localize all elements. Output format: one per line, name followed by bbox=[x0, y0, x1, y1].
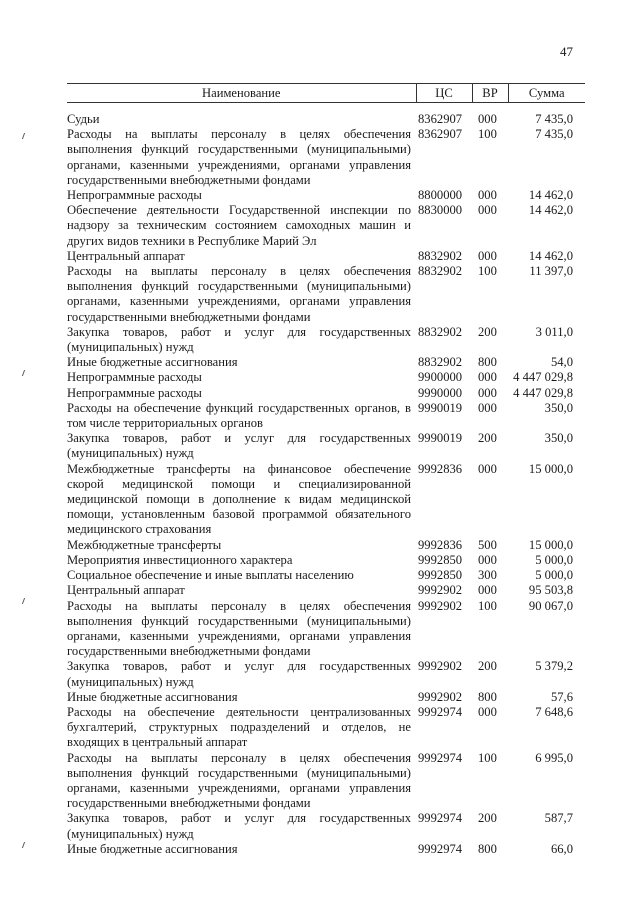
margin-mark bbox=[22, 133, 27, 139]
row-vr-code: 000 bbox=[478, 112, 497, 126]
row-cs-code: 9992902 bbox=[418, 659, 463, 674]
table-row bbox=[67, 386, 585, 401]
row-sum: 7 648,6 bbox=[535, 704, 573, 719]
margin-mark bbox=[22, 370, 27, 376]
row-sum: 15 000,0 bbox=[528, 537, 573, 552]
row-vr-code: 100 bbox=[478, 598, 497, 613]
row-name: Закупка товаров, работ и услуг для государственных (муниципальных) нужд bbox=[67, 324, 411, 355]
row-name: Расходы на выплаты персоналу в целях обеспечения выполнения функций государственными (муниципальными) органами, казенными учреждениями, органами управления государственными внебюджетными фондами bbox=[67, 750, 411, 811]
table-row bbox=[67, 370, 585, 385]
row-sum: 66,0 bbox=[550, 841, 573, 856]
row-name: Расходы на обеспечение функций государственных органов, в том числе территориальных органов bbox=[67, 400, 411, 431]
table-row bbox=[67, 553, 585, 568]
table-row bbox=[67, 127, 585, 188]
row-cs-code: 9992850 bbox=[418, 568, 463, 583]
row-cs-code: 9990000 bbox=[418, 385, 463, 400]
row-cs-code: 8830000 bbox=[418, 203, 463, 218]
table-row bbox=[67, 751, 585, 812]
row-name: Закупка товаров, работ и услуг для государственных (муниципальных) нужд bbox=[67, 431, 411, 461]
row-name: Непрограммные расходы bbox=[67, 385, 202, 400]
row-cs-code: 9992974 bbox=[418, 750, 463, 765]
row-sum: 14 462,0 bbox=[528, 248, 573, 263]
row-sum: 4 447 029,8 bbox=[513, 370, 573, 385]
row-name: Расходы на выплаты персоналу в целях обеспечения выполнения функций государственными (муниципальными) органами, казенными учреждениями, органами управления государственными внебюджетными фондами bbox=[67, 264, 411, 324]
row-name: Закупка товаров, работ и услуг для государственных (муниципальных) нужд bbox=[67, 659, 411, 689]
row-vr-code: 200 bbox=[478, 811, 497, 826]
table-row bbox=[67, 842, 585, 857]
table-row bbox=[67, 811, 585, 841]
table-row bbox=[67, 568, 585, 583]
row-name: Иные бюджетные ассигнования bbox=[67, 841, 238, 856]
row-vr-code: 000 bbox=[478, 400, 497, 415]
table-row bbox=[67, 431, 585, 461]
table-row bbox=[67, 538, 585, 553]
row-name: Центральный аппарат bbox=[67, 583, 185, 598]
row-vr-code: 500 bbox=[478, 537, 497, 552]
table-row bbox=[67, 103, 585, 128]
row-sum: 7 435,0 bbox=[535, 112, 573, 126]
table-body bbox=[67, 103, 585, 857]
row-cs-code: 9990019 bbox=[418, 400, 463, 415]
row-name: Закупка товаров, работ и услуг для государственных (муниципальных) нужд bbox=[67, 811, 411, 841]
page-number: 47 bbox=[560, 44, 573, 59]
row-cs-code: 8832902 bbox=[418, 324, 463, 339]
row-vr-code: 300 bbox=[478, 568, 497, 583]
row-cs-code: 9990019 bbox=[418, 431, 463, 446]
row-sum: 90 067,0 bbox=[528, 598, 573, 613]
table-row bbox=[67, 659, 585, 689]
row-name: Расходы на обеспечение деятельности централизованных бухгалтерий, структурных подразделений и отделов, не входящих в центральный аппарат bbox=[67, 704, 411, 750]
row-vr-code: 000 bbox=[478, 583, 497, 598]
row-vr-code: 800 bbox=[478, 355, 497, 370]
row-cs-code: 9992836 bbox=[418, 461, 463, 476]
row-vr-code: 000 bbox=[478, 385, 497, 400]
table-row bbox=[67, 355, 585, 370]
row-name: Иные бюджетные ассигнования bbox=[67, 355, 238, 370]
row-vr-code: 000 bbox=[478, 188, 497, 203]
row-cs-code: 9992974 bbox=[418, 811, 463, 826]
row-name: Межбюджетные трансферты bbox=[67, 537, 222, 552]
row-sum: 350,0 bbox=[544, 400, 573, 415]
row-name: Обеспечение деятельности Государственной инспекции по надзору за техническим состоянием самоходных машин и других видов техники в Республике Марий Эл bbox=[67, 203, 411, 248]
table-row bbox=[67, 188, 585, 203]
row-name: Иные бюджетные ассигнования bbox=[67, 689, 238, 704]
row-cs-code: 8832902 bbox=[418, 355, 463, 370]
header-sum: Сумма bbox=[508, 84, 585, 103]
margin-mark bbox=[22, 842, 27, 848]
row-sum: 350,0 bbox=[544, 431, 573, 446]
row-vr-code: 000 bbox=[478, 203, 497, 218]
row-name: Межбюджетные трансферты на финансовое обеспечение скорой медицинской помощи и специализированной медицинской помощи в дополнение к видам медицинской помощи, установленным базовой программой обязательного медицинского страхования bbox=[67, 461, 411, 537]
header-vr: ВР bbox=[472, 84, 508, 103]
row-sum: 5 000,0 bbox=[535, 568, 573, 583]
row-sum: 3 011,0 bbox=[535, 324, 573, 339]
row-cs-code: 9992902 bbox=[418, 689, 463, 704]
row-sum: 11 397,0 bbox=[529, 264, 573, 279]
row-cs-code: 8800000 bbox=[418, 188, 463, 203]
row-cs-code: 8832902 bbox=[418, 264, 463, 279]
budget-table bbox=[67, 83, 585, 857]
row-vr-code: 200 bbox=[478, 659, 497, 674]
row-sum: 15 000,0 bbox=[528, 461, 573, 476]
row-name: Расходы на выплаты персоналу в целях обеспечения выполнения функций государственными (муниципальными) органами, казенными учреждениями, органами управления государственными внебюджетными фондами bbox=[67, 598, 411, 659]
margin-mark bbox=[22, 598, 27, 604]
row-vr-code: 800 bbox=[478, 841, 497, 856]
row-cs-code: 8832902 bbox=[418, 248, 463, 263]
table-header bbox=[67, 84, 585, 103]
row-vr-code: 000 bbox=[478, 552, 497, 567]
row-sum: 7 435,0 bbox=[535, 127, 573, 142]
table-row bbox=[67, 401, 585, 431]
table-row bbox=[67, 583, 585, 598]
table-row bbox=[67, 599, 585, 660]
row-cs-code: 8362907 bbox=[418, 112, 463, 126]
row-vr-code: 100 bbox=[478, 264, 497, 279]
table-row bbox=[67, 264, 585, 325]
row-cs-code: 9992974 bbox=[418, 704, 463, 719]
row-cs-code: 9992850 bbox=[418, 552, 463, 567]
row-sum: 6 995,0 bbox=[535, 750, 573, 765]
row-vr-code: 000 bbox=[478, 704, 497, 719]
table-row bbox=[67, 705, 585, 751]
row-vr-code: 100 bbox=[478, 127, 497, 142]
table-row bbox=[67, 249, 585, 264]
table-row bbox=[67, 203, 585, 249]
row-cs-code: 9992902 bbox=[418, 583, 463, 598]
table-row bbox=[67, 690, 585, 705]
header-cs: ЦС bbox=[416, 84, 472, 103]
row-vr-code: 100 bbox=[478, 750, 497, 765]
row-sum: 57,6 bbox=[550, 689, 573, 704]
row-name: Мероприятия инвестиционного характера bbox=[67, 552, 293, 567]
row-sum: 14 462,0 bbox=[528, 188, 573, 203]
row-sum: 587,7 bbox=[544, 811, 573, 826]
row-sum: 4 447 029,8 bbox=[513, 385, 573, 400]
row-name: Расходы на выплаты персоналу в целях обеспечения выполнения функций государственными (муниципальными) органами, казенными учреждениями, органами управления государственными внебюджетными фондами bbox=[67, 127, 411, 187]
row-vr-code: 000 bbox=[478, 370, 497, 385]
row-sum: 95 503,8 bbox=[528, 583, 573, 598]
table-row bbox=[67, 462, 585, 538]
row-cs-code: 9992902 bbox=[418, 598, 463, 613]
row-vr-code: 000 bbox=[478, 248, 497, 263]
row-sum: 5 379,2 bbox=[535, 659, 573, 674]
row-vr-code: 200 bbox=[478, 324, 497, 339]
row-vr-code: 800 bbox=[478, 689, 497, 704]
row-vr-code: 000 bbox=[478, 461, 497, 476]
row-cs-code: 9992836 bbox=[418, 537, 463, 552]
row-sum: 54,0 bbox=[550, 355, 573, 370]
row-name: Центральный аппарат bbox=[67, 248, 185, 263]
row-name: Непрограммные расходы bbox=[67, 188, 202, 203]
header-name: Наименование bbox=[67, 84, 416, 103]
row-cs-code: 9992974 bbox=[418, 841, 463, 856]
table-row bbox=[67, 325, 585, 355]
row-cs-code: 8362907 bbox=[418, 127, 463, 142]
row-name: Судьи bbox=[67, 112, 100, 126]
row-cs-code: 9900000 bbox=[418, 370, 463, 385]
row-name: Непрограммные расходы bbox=[67, 370, 202, 385]
row-sum: 5 000,0 bbox=[535, 552, 573, 567]
row-name: Социальное обеспечение и иные выплаты населению bbox=[67, 568, 354, 583]
row-sum: 14 462,0 bbox=[528, 203, 573, 218]
row-vr-code: 200 bbox=[478, 431, 497, 446]
